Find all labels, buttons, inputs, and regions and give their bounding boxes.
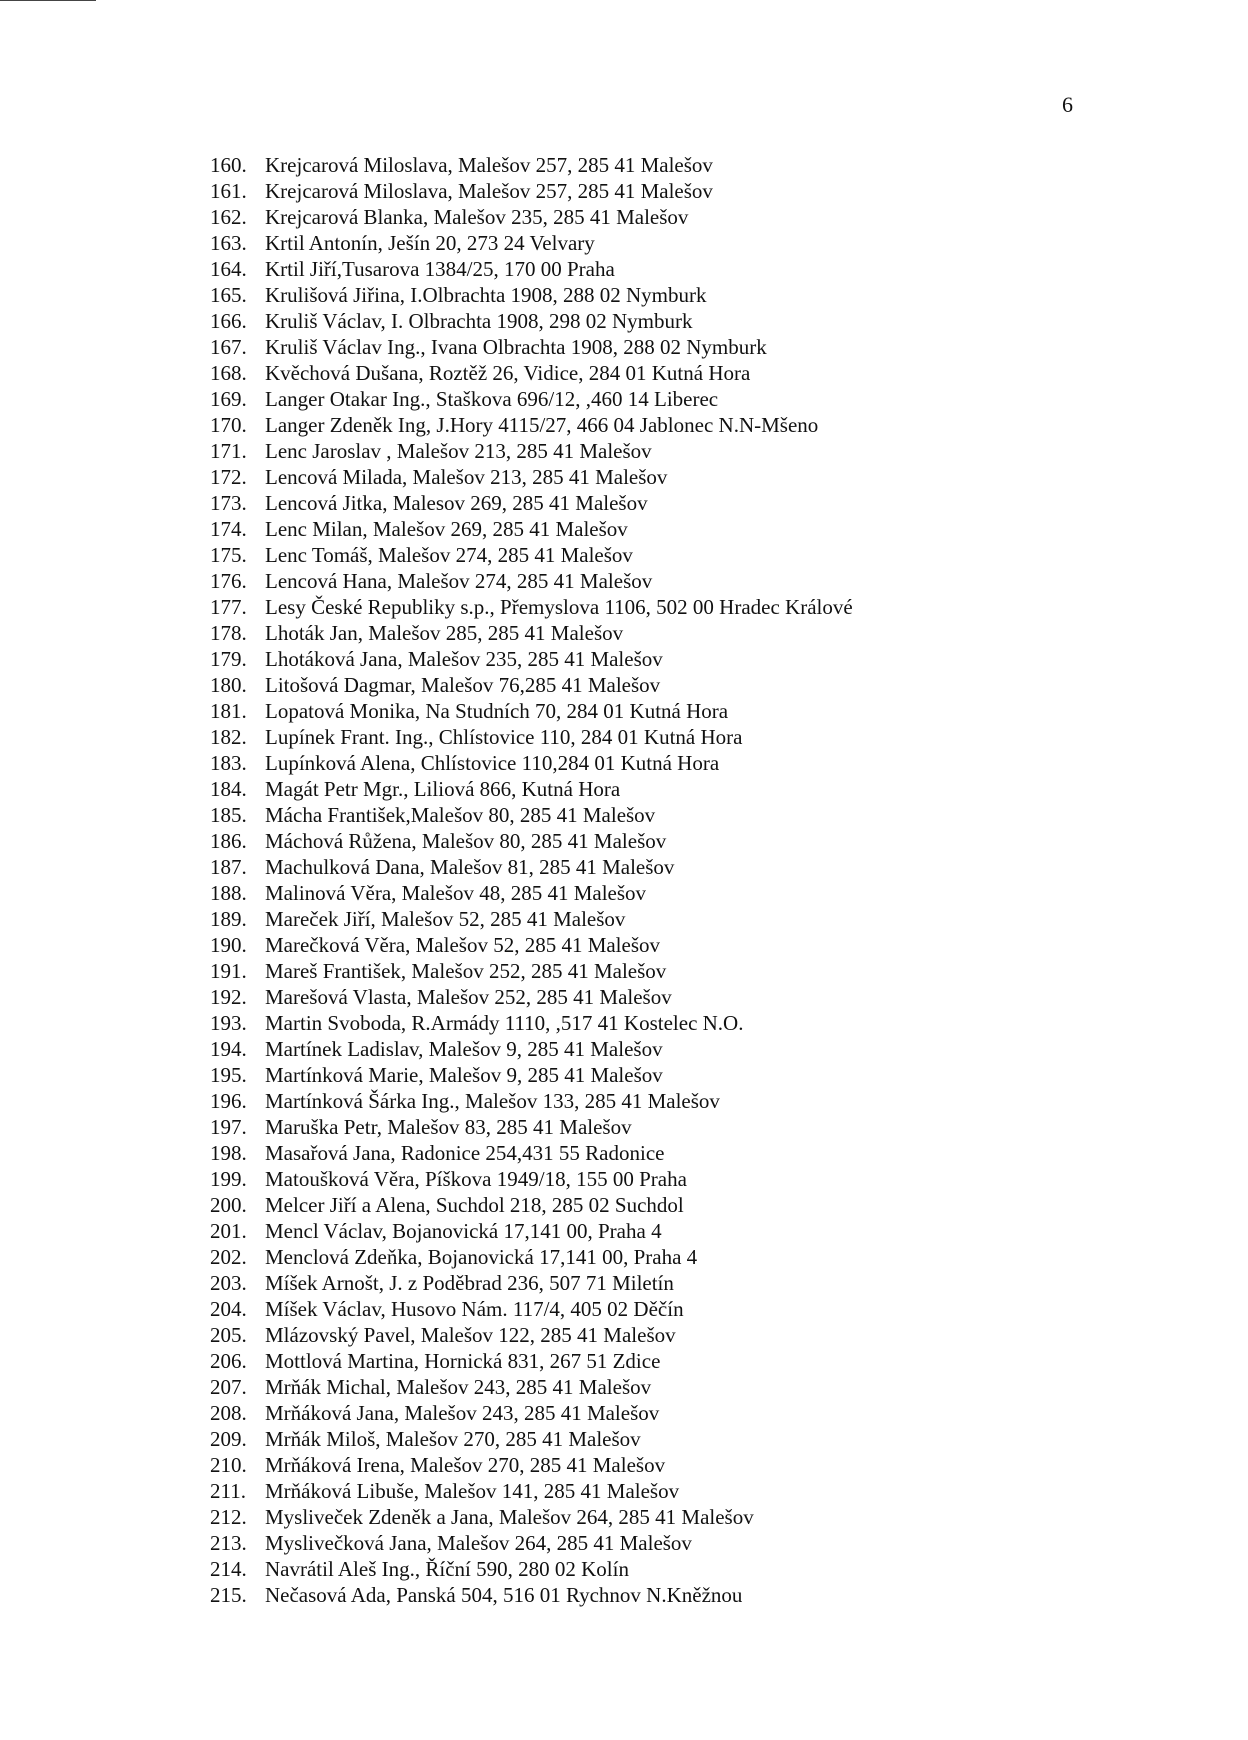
entry-number: 189. — [210, 907, 247, 931]
list-item — [210, 1374, 853, 1400]
entry-text: Matoušková Věra, Píškova 1949/18, 155 00 Praha — [265, 1167, 687, 1191]
list-item — [210, 880, 853, 906]
entry-text: Kruliš Václav, I. Olbrachta 1908, 298 02 Nymburk — [265, 309, 693, 333]
list-item — [210, 776, 853, 802]
entry-text: Lupínek Frant. Ing., Chlístovice 110, 284 01 Kutná Hora — [265, 725, 743, 749]
entry-number: 160. — [210, 153, 247, 177]
entry-number: 188. — [210, 881, 247, 905]
list-item — [210, 1478, 853, 1504]
entry-number: 170. — [210, 413, 247, 437]
entry-number: 171. — [210, 439, 247, 463]
entry-number: 207. — [210, 1375, 247, 1399]
entry-text: Machulková Dana, Malešov 81, 285 41 Malešov — [265, 855, 675, 879]
entry-text: Lupínková Alena, Chlístovice 110,284 01 Kutná Hora — [265, 751, 720, 775]
entry-text: Lenc Jaroslav , Malešov 213, 285 41 Malešov — [265, 439, 652, 463]
list-item — [210, 1296, 853, 1322]
entry-text: Mrňáková Libuše, Malešov 141, 285 41 Malešov — [265, 1479, 680, 1503]
entry-number: 165. — [210, 283, 247, 307]
entry-number: 194. — [210, 1037, 247, 1061]
entry-number: 202. — [210, 1245, 247, 1269]
entry-number: 212. — [210, 1505, 247, 1529]
list-item — [210, 698, 853, 724]
entry-text: Mrňáková Jana, Malešov 243, 285 41 Malešov — [265, 1401, 660, 1425]
list-item — [210, 1114, 853, 1140]
entry-number: 185. — [210, 803, 247, 827]
entry-text: Mrňáková Irena, Malešov 270, 285 41 Malešov — [265, 1453, 666, 1477]
entry-text: Marešová Vlasta, Malešov 252, 285 41 Malešov — [265, 985, 672, 1009]
entry-number: 184. — [210, 777, 247, 801]
entry-number: 163. — [210, 231, 247, 255]
list-item — [210, 204, 853, 230]
entry-number: 208. — [210, 1401, 247, 1425]
list-item — [210, 386, 853, 412]
entry-text: Navrátil Aleš Ing., Říční 590, 280 02 Kolín — [265, 1557, 629, 1581]
entry-text: Kruliš Václav Ing., Ivana Olbrachta 1908, 288 02 Nymburk — [265, 335, 767, 359]
entry-number: 182. — [210, 725, 247, 749]
owner-list — [210, 152, 853, 1608]
list-item — [210, 1010, 853, 1036]
entry-text: Lenc Tomáš, Malešov 274, 285 41 Malešov — [265, 543, 633, 567]
entry-number: 204. — [210, 1297, 247, 1321]
entry-text: Mrňák Michal, Malešov 243, 285 41 Malešov — [265, 1375, 652, 1399]
list-item — [210, 750, 853, 776]
list-item — [210, 282, 853, 308]
list-item — [210, 1062, 853, 1088]
list-item — [210, 1452, 853, 1478]
page-number: 6 — [1062, 92, 1073, 117]
entry-number: 181. — [210, 699, 247, 723]
entry-text: Myslivečková Jana, Malešov 264, 285 41 Malešov — [265, 1531, 692, 1555]
entry-text: Martínek Ladislav, Malešov 9, 285 41 Malešov — [265, 1037, 663, 1061]
list-item — [210, 1244, 853, 1270]
list-item — [210, 854, 853, 880]
corner-rule — [0, 0, 96, 1]
entry-text: Magát Petr Mgr., Liliová 866, Kutná Hora — [265, 777, 621, 801]
list-item — [210, 724, 853, 750]
entry-number: 178. — [210, 621, 247, 645]
entry-text: Langer Otakar Ing., Staškova 696/12, ,460 14 Liberec — [265, 387, 719, 411]
entry-text: Martínková Marie, Malešov 9, 285 41 Malešov — [265, 1063, 663, 1087]
list-item — [210, 542, 853, 568]
list-item — [210, 932, 853, 958]
list-item — [210, 958, 853, 984]
entry-number: 196. — [210, 1089, 247, 1113]
entry-text: Krejcarová Miloslava, Malešov 257, 285 41 Malešov — [265, 153, 713, 177]
entry-text: Mysliveček Zdeněk a Jana, Malešov 264, 285 41 Malešov — [265, 1505, 754, 1529]
entry-text: Mácha František,Malešov 80, 285 41 Malešov — [265, 803, 656, 827]
list-item — [210, 802, 853, 828]
entry-text: Maruška Petr, Malešov 83, 285 41 Malešov — [265, 1115, 632, 1139]
entry-number: 174. — [210, 517, 247, 541]
entry-text: Krulišová Jiřina, I.Olbrachta 1908, 288 02 Nymburk — [265, 283, 707, 307]
entry-text: Lopatová Monika, Na Studních 70, 284 01 Kutná Hora — [265, 699, 729, 723]
list-item — [210, 1530, 853, 1556]
list-item — [210, 490, 853, 516]
entry-number: 180. — [210, 673, 247, 697]
list-item — [210, 594, 853, 620]
entry-text: Marečková Věra, Malešov 52, 285 41 Malešov — [265, 933, 661, 957]
entry-number: 169. — [210, 387, 247, 411]
entry-text: Menclová Zdeňka, Bojanovická 17,141 00, Praha 4 — [265, 1245, 698, 1269]
entry-text: Mottlová Martina, Hornická 831, 267 51 Zdice — [265, 1349, 661, 1373]
list-item — [210, 334, 853, 360]
entry-number: 199. — [210, 1167, 247, 1191]
entry-text: Langer Zdeněk Ing, J.Hory 4115/27, 466 04 Jablonec N.N-Mšeno — [265, 413, 819, 437]
list-item — [210, 906, 853, 932]
entry-number: 206. — [210, 1349, 247, 1373]
list-item — [210, 308, 853, 334]
list-item — [210, 412, 853, 438]
entry-text: Mareček Jiří, Malešov 52, 285 41 Malešov — [265, 907, 626, 931]
entry-text: Martínková Šárka Ing., Malešov 133, 285 41 Malešov — [265, 1089, 720, 1113]
list-item — [210, 1504, 853, 1530]
entry-text: Lencová Milada, Malešov 213, 285 41 Malešov — [265, 465, 668, 489]
entry-number: 200. — [210, 1193, 247, 1217]
list-item — [210, 230, 853, 256]
entry-text: Mencl Václav, Bojanovická 17,141 00, Praha 4 — [265, 1219, 662, 1243]
entry-number: 193. — [210, 1011, 247, 1035]
list-item — [210, 1348, 853, 1374]
entry-number: 209. — [210, 1427, 247, 1451]
list-item — [210, 1426, 853, 1452]
list-item — [210, 152, 853, 178]
entry-text: Lencová Hana, Malešov 274, 285 41 Malešov — [265, 569, 653, 593]
entry-number: 162. — [210, 205, 247, 229]
list-item — [210, 1036, 853, 1062]
entry-number: 164. — [210, 257, 247, 281]
list-item — [210, 178, 853, 204]
entry-text: Krtil Jiří,Tusarova 1384/25, 170 00 Praha — [265, 257, 615, 281]
list-item — [210, 1140, 853, 1166]
entry-number: 215. — [210, 1583, 247, 1607]
entry-number: 211. — [210, 1479, 246, 1503]
entry-text: Lenc Milan, Malešov 269, 285 41 Malešov — [265, 517, 628, 541]
list-item — [210, 1556, 853, 1582]
entry-number: 190. — [210, 933, 247, 957]
list-item — [210, 360, 853, 386]
list-item — [210, 1218, 853, 1244]
list-item — [210, 1166, 853, 1192]
list-item — [210, 1400, 853, 1426]
list-item — [210, 256, 853, 282]
entry-number: 187. — [210, 855, 247, 879]
entry-text: Martin Svoboda, R.Armády 1110, ,517 41 Kostelec N.O. — [265, 1011, 744, 1035]
entry-text: Lencová Jitka, Malesov 269, 285 41 Malešov — [265, 491, 648, 515]
list-item — [210, 568, 853, 594]
entry-number: 191. — [210, 959, 247, 983]
list-item — [210, 1088, 853, 1114]
entry-text: Lesy České Republiky s.p., Přemyslova 1106, 502 00 Hradec Králové — [265, 595, 853, 619]
entry-number: 213. — [210, 1531, 247, 1555]
entry-text: Mareš František, Malešov 252, 285 41 Malešov — [265, 959, 667, 983]
entry-number: 176. — [210, 569, 247, 593]
entry-number: 166. — [210, 309, 247, 333]
entry-text: Lhoták Jan, Malešov 285, 285 41 Malešov — [265, 621, 624, 645]
entry-text: Masařová Jana, Radonice 254,431 55 Radonice — [265, 1141, 665, 1165]
entry-number: 214. — [210, 1557, 247, 1581]
entry-text: Máchová Růžena, Malešov 80, 285 41 Malešov — [265, 829, 667, 853]
entry-text: Malinová Věra, Malešov 48, 285 41 Malešov — [265, 881, 647, 905]
list-item — [210, 828, 853, 854]
list-item — [210, 1270, 853, 1296]
entry-text: Nečasová Ada, Panská 504, 516 01 Rychnov N.Kněžnou — [265, 1583, 743, 1607]
entry-text: Litošová Dagmar, Malešov 76,285 41 Malešov — [265, 673, 661, 697]
entry-number: 210. — [210, 1453, 247, 1477]
entry-number: 175. — [210, 543, 247, 567]
entry-number: 172. — [210, 465, 247, 489]
entry-number: 183. — [210, 751, 247, 775]
list-item — [210, 1582, 853, 1608]
entry-number: 173. — [210, 491, 247, 515]
list-item — [210, 1192, 853, 1218]
entry-number: 168. — [210, 361, 247, 385]
entry-number: 197. — [210, 1115, 247, 1139]
entry-text: Krtil Antonín, Ješín 20, 273 24 Velvary — [265, 231, 595, 255]
list-item — [210, 438, 853, 464]
entry-text: Melcer Jiří a Alena, Suchdol 218, 285 02 Suchdol — [265, 1193, 684, 1217]
entry-text: Mrňák Miloš, Malešov 270, 285 41 Malešov — [265, 1427, 641, 1451]
list-item — [210, 620, 853, 646]
entry-text: Kvěchová Dušana, Roztěž 26, Vidice, 284 01 Kutná Hora — [265, 361, 751, 385]
list-item — [210, 646, 853, 672]
entry-number: 192. — [210, 985, 247, 1009]
entry-number: 167. — [210, 335, 247, 359]
entry-number: 179. — [210, 647, 247, 671]
list-item — [210, 984, 853, 1010]
entry-text: Mlázovský Pavel, Malešov 122, 285 41 Malešov — [265, 1323, 676, 1347]
list-item — [210, 516, 853, 542]
entry-text: Krejcarová Miloslava, Malešov 257, 285 41 Malešov — [265, 179, 713, 203]
list-item — [210, 1322, 853, 1348]
entry-number: 186. — [210, 829, 247, 853]
entry-number: 177. — [210, 595, 247, 619]
entry-text: Lhotáková Jana, Malešov 235, 285 41 Malešov — [265, 647, 663, 671]
entry-text: Míšek Arnošt, J. z Poděbrad 236, 507 71 Miletín — [265, 1271, 674, 1295]
entry-number: 205. — [210, 1323, 247, 1347]
list-item — [210, 464, 853, 490]
entry-number: 203. — [210, 1271, 247, 1295]
entry-number: 201. — [210, 1219, 247, 1243]
entry-number: 198. — [210, 1141, 247, 1165]
entry-text: Míšek Václav, Husovo Nám. 117/4, 405 02 Děčín — [265, 1297, 684, 1321]
entry-number: 161. — [210, 179, 247, 203]
entry-number: 195. — [210, 1063, 247, 1087]
list-item — [210, 672, 853, 698]
entry-text: Krejcarová Blanka, Malešov 235, 285 41 Malešov — [265, 205, 689, 229]
